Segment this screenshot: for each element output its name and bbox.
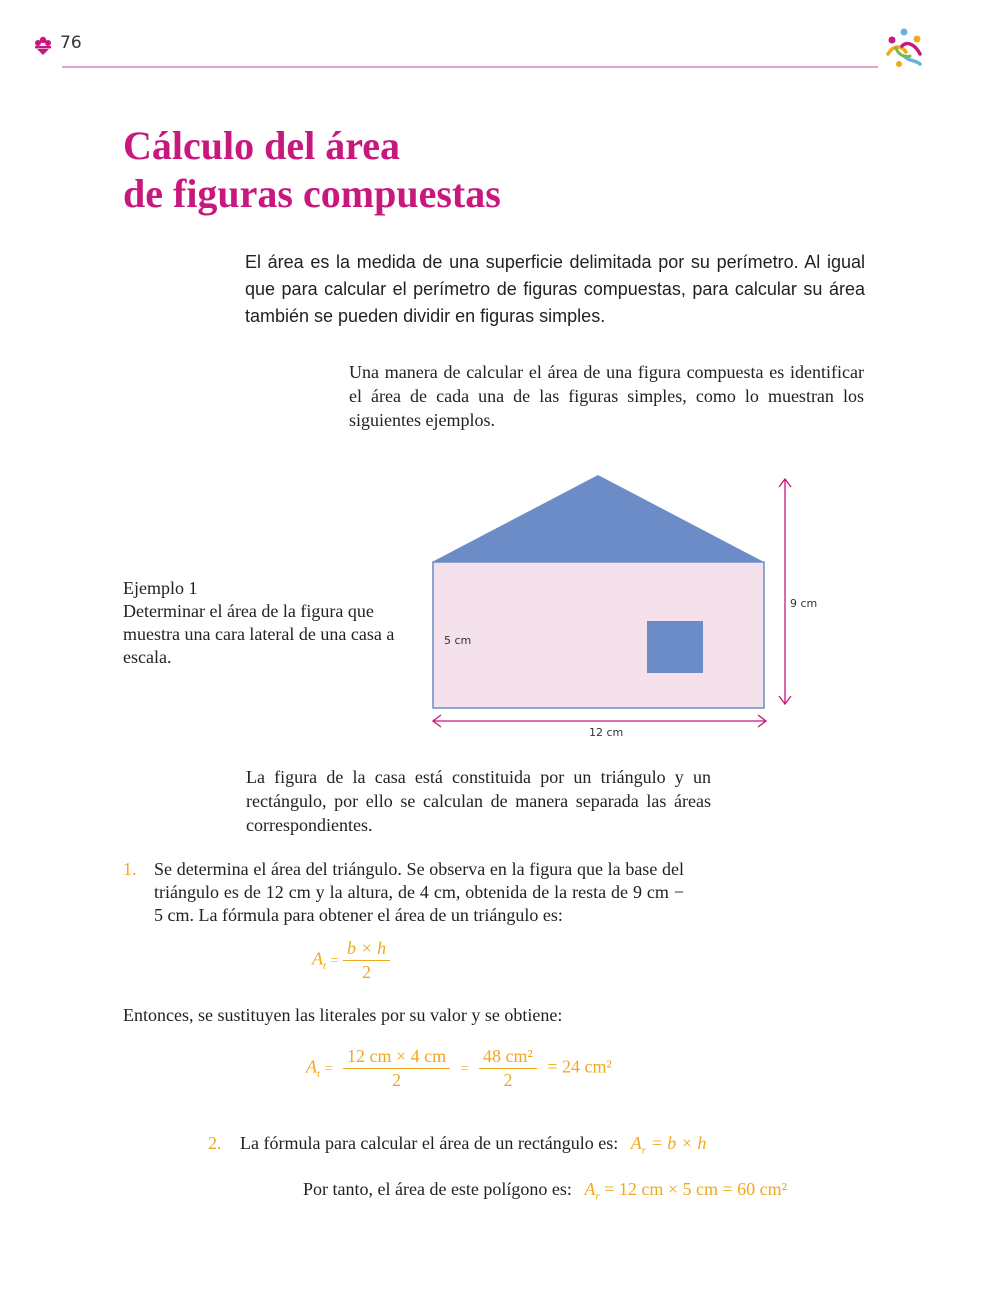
header-rule — [62, 66, 878, 68]
substitution-text: Entonces, se sustituyen las literales por su valor y se obtiene: — [123, 1005, 563, 1025]
house-wall-rectangle — [433, 562, 764, 708]
step1-number: 1. — [123, 859, 137, 879]
formula-eq: = — [330, 953, 339, 969]
step1-text: Se determina el área del triángulo. Se observa en la figura que la base del triángulo es de 12 cm y la altura, de 4 cm, obtenida de la resta de 9 cm − 5 cm. La fórmula para obtener el área de un triángulo es: — [154, 859, 684, 925]
calc-frac2-den: 2 — [503, 1070, 513, 1090]
house-roof-triangle — [432, 475, 764, 562]
intro-paragraph: El área es la medida de una superficie delimitada por su perímetro. Al igual que para calcular el perímetro de figuras compuestas, para calcular su área también se pueden dividir en figuras simples. — [245, 252, 865, 326]
calc-frac1-num: 12 cm × 4 cm — [343, 1046, 450, 1069]
label-rect-height: 5 cm — [444, 634, 472, 647]
calc-frac1-den: 2 — [392, 1070, 402, 1090]
calc-lhs: A — [306, 1056, 317, 1077]
page-title-line1: Cálculo del área — [123, 123, 401, 168]
step2-number: 2. — [208, 1133, 222, 1153]
formula-lhs: A — [312, 948, 323, 969]
calc-result: = 24 cm² — [547, 1056, 612, 1077]
calc-eq2: = — [460, 1061, 469, 1077]
triangle-area-formula — [312, 938, 390, 983]
rectangle-area-formula — [630, 1133, 707, 1157]
conclusion-sub: r — [595, 1190, 600, 1203]
page-number: 76 — [60, 33, 82, 53]
page-title-line2: de figuras compuestas — [123, 171, 501, 216]
step2-text: La fórmula para calcular el área de un rectángulo es: — [240, 1133, 619, 1153]
method-paragraph: Una manera de calcular el área de una figura compuesta es identificar el área de cada una de las figuras simples, como lo muestran los siguientes ejemplos. — [349, 362, 864, 430]
rect-formula-rhs: = b × h — [650, 1133, 707, 1153]
house-figure — [420, 465, 840, 750]
conclusion-lhs: A — [584, 1179, 596, 1199]
rect-formula-lhs: A — [630, 1133, 642, 1153]
explanation-paragraph: La figura de la casa está constituida por un triángulo y un rectángulo, por ello se calculan de manera separada las áreas correspondientes. — [246, 767, 711, 835]
triangle-area-calculation — [306, 1046, 612, 1091]
calc-fraction-1 — [343, 1046, 450, 1091]
calc-sub: t — [317, 1068, 321, 1081]
formula-numerator: b × h — [343, 938, 390, 961]
example-text: Determinar el área de la figura que muestra una cara lateral de una casa a escala. — [123, 601, 395, 667]
example-block — [123, 577, 408, 669]
stylized-people-logo-icon — [882, 26, 926, 70]
polygon-area-result — [584, 1179, 788, 1203]
step2-line — [240, 1132, 706, 1163]
conclusion-text: Por tanto, el área de este polígono es: — [303, 1179, 572, 1199]
formula-denominator: 2 — [362, 962, 372, 982]
flower-ornament-icon — [33, 34, 53, 56]
page-title — [123, 122, 501, 218]
conclusion-line — [303, 1178, 787, 1209]
conclusion-rhs: = 12 cm × 5 cm = 60 cm² — [604, 1179, 788, 1199]
calc-eq: = — [324, 1061, 333, 1077]
rect-formula-sub: r — [641, 1144, 647, 1157]
example-heading: Ejemplo 1 — [123, 578, 198, 598]
header — [0, 0, 986, 80]
calc-fraction-2 — [479, 1046, 537, 1091]
house-window-square — [647, 621, 703, 673]
formula-fraction — [343, 938, 390, 983]
label-total-height: 9 cm — [790, 597, 818, 610]
calc-frac2-num: 48 cm² — [479, 1046, 537, 1069]
label-width: 12 cm — [589, 726, 624, 739]
formula-sub: t — [323, 960, 327, 973]
